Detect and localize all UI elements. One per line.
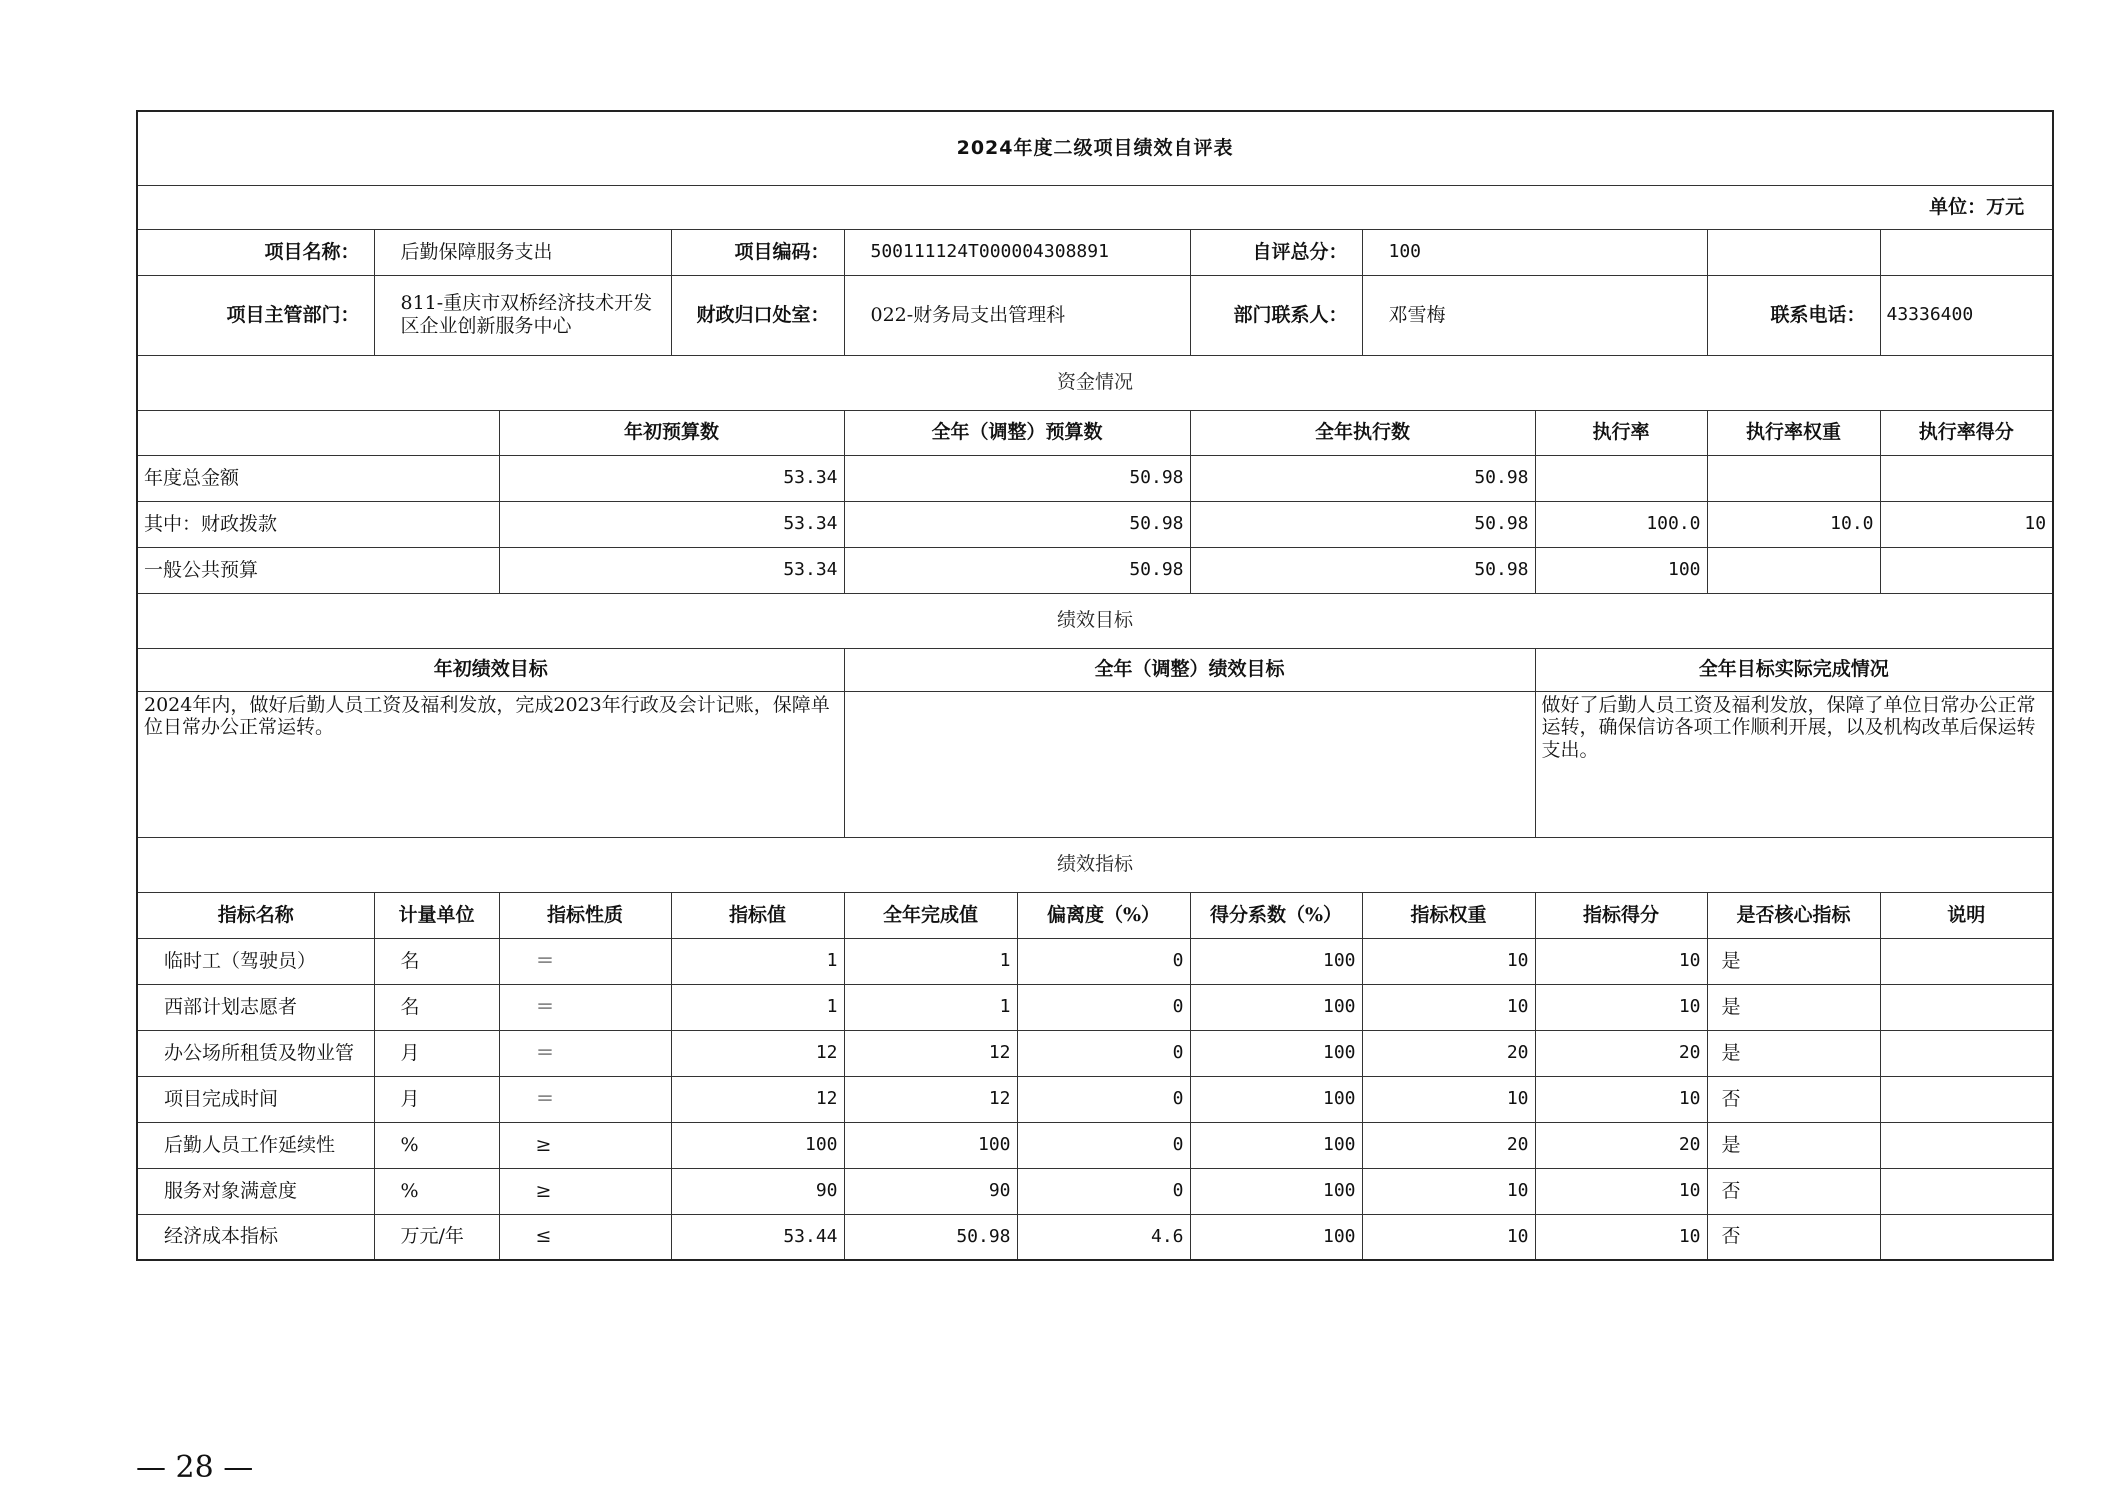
indicator-header-nature: 指标性质 [499, 892, 671, 938]
indicator-target: 1 [671, 984, 844, 1030]
indicators-section-title: 绩效指标 [137, 837, 2053, 892]
funds-executed-value: 50.98 [1190, 547, 1535, 593]
funds-rate-value [1535, 455, 1707, 501]
funds-header-weight: 执行率权重 [1707, 410, 1880, 455]
funds-score-value [1880, 547, 2053, 593]
indicator-nature: ≥ [499, 1168, 671, 1214]
indicator-note [1880, 1122, 2053, 1168]
indicator-target: 53.44 [671, 1214, 844, 1260]
indicator-actual: 100 [844, 1122, 1017, 1168]
indicator-note [1880, 984, 2053, 1030]
contact-person-value: 邓雪梅 [1362, 275, 1707, 355]
indicator-row [137, 1122, 2053, 1168]
indicator-core: 是 [1707, 938, 1880, 984]
indicator-header-name: 指标名称 [137, 892, 374, 938]
indicator-header-actual: 全年完成值 [844, 892, 1017, 938]
indicator-header-target: 指标值 [671, 892, 844, 938]
total-score-value: 100 [1362, 229, 1707, 275]
indicator-name: 服务对象满意度 [137, 1168, 374, 1214]
unit-label: 单位：万元 [137, 185, 2053, 229]
indicator-nature: ＝ [499, 938, 671, 984]
goals-header-adjusted: 全年（调整）绩效目标 [844, 648, 1535, 691]
indicator-header-score: 指标得分 [1535, 892, 1707, 938]
indicator-target: 100 [671, 1122, 844, 1168]
indicator-row [137, 938, 2053, 984]
funds-header-rate: 执行率 [1535, 410, 1707, 455]
indicator-score: 20 [1535, 1030, 1707, 1076]
indicator-name: 经济成本指标 [137, 1214, 374, 1260]
indicator-name: 临时工（驾驶员） [137, 938, 374, 984]
indicator-nature: ＝ [499, 1076, 671, 1122]
funds-row [137, 455, 2053, 501]
indicator-target: 12 [671, 1030, 844, 1076]
indicator-actual: 1 [844, 938, 1017, 984]
funds-weight-value [1707, 455, 1880, 501]
empty-cell [137, 410, 499, 455]
funds-section-title: 资金情况 [137, 355, 2053, 410]
department-label: 项目主管部门： [137, 275, 374, 355]
total-score-label: 自评总分： [1190, 229, 1362, 275]
indicator-score: 10 [1535, 938, 1707, 984]
indicator-actual: 1 [844, 984, 1017, 1030]
indicator-weight: 10 [1362, 938, 1535, 984]
indicator-coef: 100 [1190, 1076, 1362, 1122]
project-name-value: 后勤保障服务支出 [374, 229, 671, 275]
indicator-header-deviation: 偏离度（%） [1017, 892, 1190, 938]
indicator-deviation: 0 [1017, 1122, 1190, 1168]
project-code-value: 500111124T000004308891 [844, 229, 1190, 275]
indicator-coef: 100 [1190, 938, 1362, 984]
funds-rate-value: 100.0 [1535, 501, 1707, 547]
indicator-actual: 12 [844, 1030, 1017, 1076]
indicator-core: 否 [1707, 1214, 1880, 1260]
indicator-unit: 万元/年 [374, 1214, 499, 1260]
indicator-target: 1 [671, 938, 844, 984]
phone-label: 联系电话： [1707, 275, 1880, 355]
indicator-weight: 10 [1362, 984, 1535, 1030]
indicator-core: 是 [1707, 984, 1880, 1030]
indicator-unit: 月 [374, 1076, 499, 1122]
indicator-name: 办公场所租赁及物业管 [137, 1030, 374, 1076]
goals-header-initial: 年初绩效目标 [137, 648, 844, 691]
indicator-header-weight: 指标权重 [1362, 892, 1535, 938]
project-name-label: 项目名称： [137, 229, 374, 275]
empty-cell [1880, 229, 2053, 275]
indicator-note [1880, 1214, 2053, 1260]
indicator-note [1880, 1076, 2053, 1122]
indicator-core: 是 [1707, 1030, 1880, 1076]
funds-row [137, 501, 2053, 547]
indicator-note [1880, 1030, 2053, 1076]
goals-initial-text: 2024年内，做好后勤人员工资及福利发放，完成2023年行政及会计记账，保障单位日常办公正常运转。 [137, 691, 844, 837]
indicator-score: 10 [1535, 984, 1707, 1030]
indicator-actual: 90 [844, 1168, 1017, 1214]
contact-person-label: 部门联系人： [1190, 275, 1362, 355]
indicator-actual: 50.98 [844, 1214, 1017, 1260]
goals-actual-text: 做好了后勤人员工资及福利发放，保障了单位日常办公正常运转，确保信访各项工作顺利开展，以及机构改革后保运转支出。 [1535, 691, 2053, 837]
indicator-weight: 10 [1362, 1076, 1535, 1122]
funds-row [137, 547, 2053, 593]
indicator-unit: 月 [374, 1030, 499, 1076]
funds-weight-value: 10.0 [1707, 501, 1880, 547]
funds-score-value: 10 [1880, 501, 2053, 547]
funds-header-executed: 全年执行数 [1190, 410, 1535, 455]
indicator-score: 20 [1535, 1122, 1707, 1168]
empty-cell [1707, 229, 1880, 275]
indicator-core: 否 [1707, 1076, 1880, 1122]
funds-score-value [1880, 455, 2053, 501]
funds-adjusted-value: 50.98 [844, 547, 1190, 593]
indicator-weight: 10 [1362, 1214, 1535, 1260]
indicator-header-core: 是否核心指标 [1707, 892, 1880, 938]
funds-row-label: 年度总金额 [137, 455, 499, 501]
funds-executed-value: 50.98 [1190, 501, 1535, 547]
indicator-target: 12 [671, 1076, 844, 1122]
goals-section-title: 绩效目标 [137, 593, 2053, 648]
indicator-core: 否 [1707, 1168, 1880, 1214]
funds-header-budget: 年初预算数 [499, 410, 844, 455]
funds-adjusted-value: 50.98 [844, 455, 1190, 501]
indicator-deviation: 0 [1017, 984, 1190, 1030]
indicator-score: 10 [1535, 1076, 1707, 1122]
indicator-deviation: 4.6 [1017, 1214, 1190, 1260]
indicator-row [137, 1030, 2053, 1076]
indicator-name: 项目完成时间 [137, 1076, 374, 1122]
indicator-target: 90 [671, 1168, 844, 1214]
funds-header-score: 执行率得分 [1880, 410, 2053, 455]
indicator-unit: 名 [374, 938, 499, 984]
indicator-row [137, 1168, 2053, 1214]
funds-budget-value: 53.34 [499, 547, 844, 593]
indicator-unit: % [374, 1168, 499, 1214]
indicator-weight: 20 [1362, 1030, 1535, 1076]
indicator-nature: ≥ [499, 1122, 671, 1168]
indicator-coef: 100 [1190, 1168, 1362, 1214]
funds-weight-value [1707, 547, 1880, 593]
indicator-row [137, 984, 2053, 1030]
goals-header-actual: 全年目标实际完成情况 [1535, 648, 2053, 691]
indicator-coef: 100 [1190, 984, 1362, 1030]
indicator-weight: 20 [1362, 1122, 1535, 1168]
phone-value: 43336400 [1880, 275, 2053, 355]
indicator-name: 后勤人员工作延续性 [137, 1122, 374, 1168]
funds-adjusted-value: 50.98 [844, 501, 1190, 547]
indicator-deviation: 0 [1017, 1076, 1190, 1122]
table-title: 2024年度二级项目绩效自评表 [137, 111, 2053, 185]
funds-budget-value: 53.34 [499, 455, 844, 501]
indicator-coef: 100 [1190, 1214, 1362, 1260]
indicator-unit: 名 [374, 984, 499, 1030]
indicator-unit: % [374, 1122, 499, 1168]
indicator-nature: ＝ [499, 984, 671, 1030]
department-value: 811-重庆市双桥经济技术开发区企业创新服务中心 [374, 275, 671, 355]
indicator-score: 10 [1535, 1168, 1707, 1214]
funds-row-label: 其中：财政拨款 [137, 501, 499, 547]
finance-office-label: 财政归口处室： [671, 275, 844, 355]
indicator-actual: 12 [844, 1076, 1017, 1122]
indicator-score: 10 [1535, 1214, 1707, 1260]
indicator-nature: ≤ [499, 1214, 671, 1260]
indicator-row [137, 1076, 2053, 1122]
funds-rate-value: 100 [1535, 547, 1707, 593]
indicator-note [1880, 938, 2053, 984]
indicator-coef: 100 [1190, 1122, 1362, 1168]
indicator-nature: ＝ [499, 1030, 671, 1076]
indicator-header-coef: 得分系数（%） [1190, 892, 1362, 938]
indicator-deviation: 0 [1017, 938, 1190, 984]
performance-self-evaluation-table [136, 110, 2054, 1261]
indicator-weight: 10 [1362, 1168, 1535, 1214]
indicator-row [137, 1214, 2053, 1260]
finance-office-value: 022-财务局支出管理科 [844, 275, 1190, 355]
funds-budget-value: 53.34 [499, 501, 844, 547]
indicator-note [1880, 1168, 2053, 1214]
indicator-deviation: 0 [1017, 1168, 1190, 1214]
indicator-header-note: 说明 [1880, 892, 2053, 938]
goals-adjusted-text [844, 691, 1535, 837]
indicator-name: 西部计划志愿者 [137, 984, 374, 1030]
project-code-label: 项目编码： [671, 229, 844, 275]
funds-header-adjusted: 全年（调整）预算数 [844, 410, 1190, 455]
funds-row-label: 一般公共预算 [137, 547, 499, 593]
indicator-header-unit: 计量单位 [374, 892, 499, 938]
funds-executed-value: 50.98 [1190, 455, 1535, 501]
indicator-core: 是 [1707, 1122, 1880, 1168]
indicator-coef: 100 [1190, 1030, 1362, 1076]
page-number: — 28 — [136, 1450, 254, 1485]
indicator-deviation: 0 [1017, 1030, 1190, 1076]
